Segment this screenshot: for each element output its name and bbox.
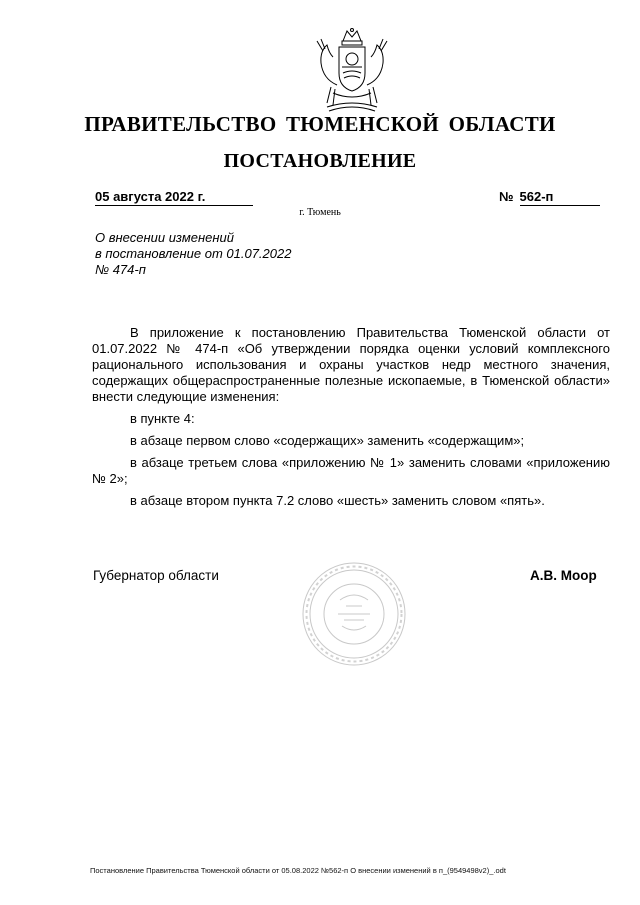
- tyumen-coat-of-arms-icon: [293, 27, 411, 119]
- body-paragraph: В приложение к постановлению Правительства Тюменской области от 01.07.2022 № 474-п «Об утверждении порядка оценки условий комплексного рационального использования и охраны участков недр местного значения, содержащих общераспространенные полезные ископаемые, в Тюменской области» внести следующие изменения:: [92, 325, 610, 404]
- document-body: [92, 325, 610, 515]
- document-number: [499, 189, 605, 206]
- signatory-position: Губернатор области: [93, 568, 219, 583]
- number-sign: №: [499, 189, 514, 204]
- official-seal-stamp-icon: [300, 560, 408, 668]
- document-subject: [95, 230, 355, 278]
- organization-title: ПРАВИТЕЛЬСТВО ТЮМЕНСКОЙ ОБЛАСТИ: [84, 112, 556, 136]
- body-paragraph: в абзаце первом слово «содержащих» заменить «содержащим»;: [130, 433, 525, 448]
- city: г. Тюмень: [299, 207, 341, 218]
- signatory-name: А.В. Моор: [530, 568, 597, 583]
- body-paragraph: в абзаце третьем слова «приложению № 1» заменить словами «приложению № 2»;: [92, 455, 610, 486]
- subject-line: № 474-п: [95, 262, 146, 277]
- document-type: ПОСТАНОВЛЕНИЕ: [223, 150, 417, 172]
- number-value: 562-п: [520, 189, 600, 206]
- subject-line: в постановление от 01.07.2022: [95, 246, 292, 261]
- footer-filename: Постановление Правительства Тюменской области от 05.08.2022 №562-п О внесении изменений в п_(9549498v2)_.odt: [90, 866, 506, 875]
- body-paragraph: в абзаце втором пункта 7.2 слово «шесть» заменить словом «пять».: [130, 493, 545, 508]
- subject-line: О внесении изменений: [95, 230, 234, 245]
- document-date: 05 августа 2022 г.: [95, 189, 253, 206]
- body-paragraph: в пункте 4:: [130, 411, 195, 426]
